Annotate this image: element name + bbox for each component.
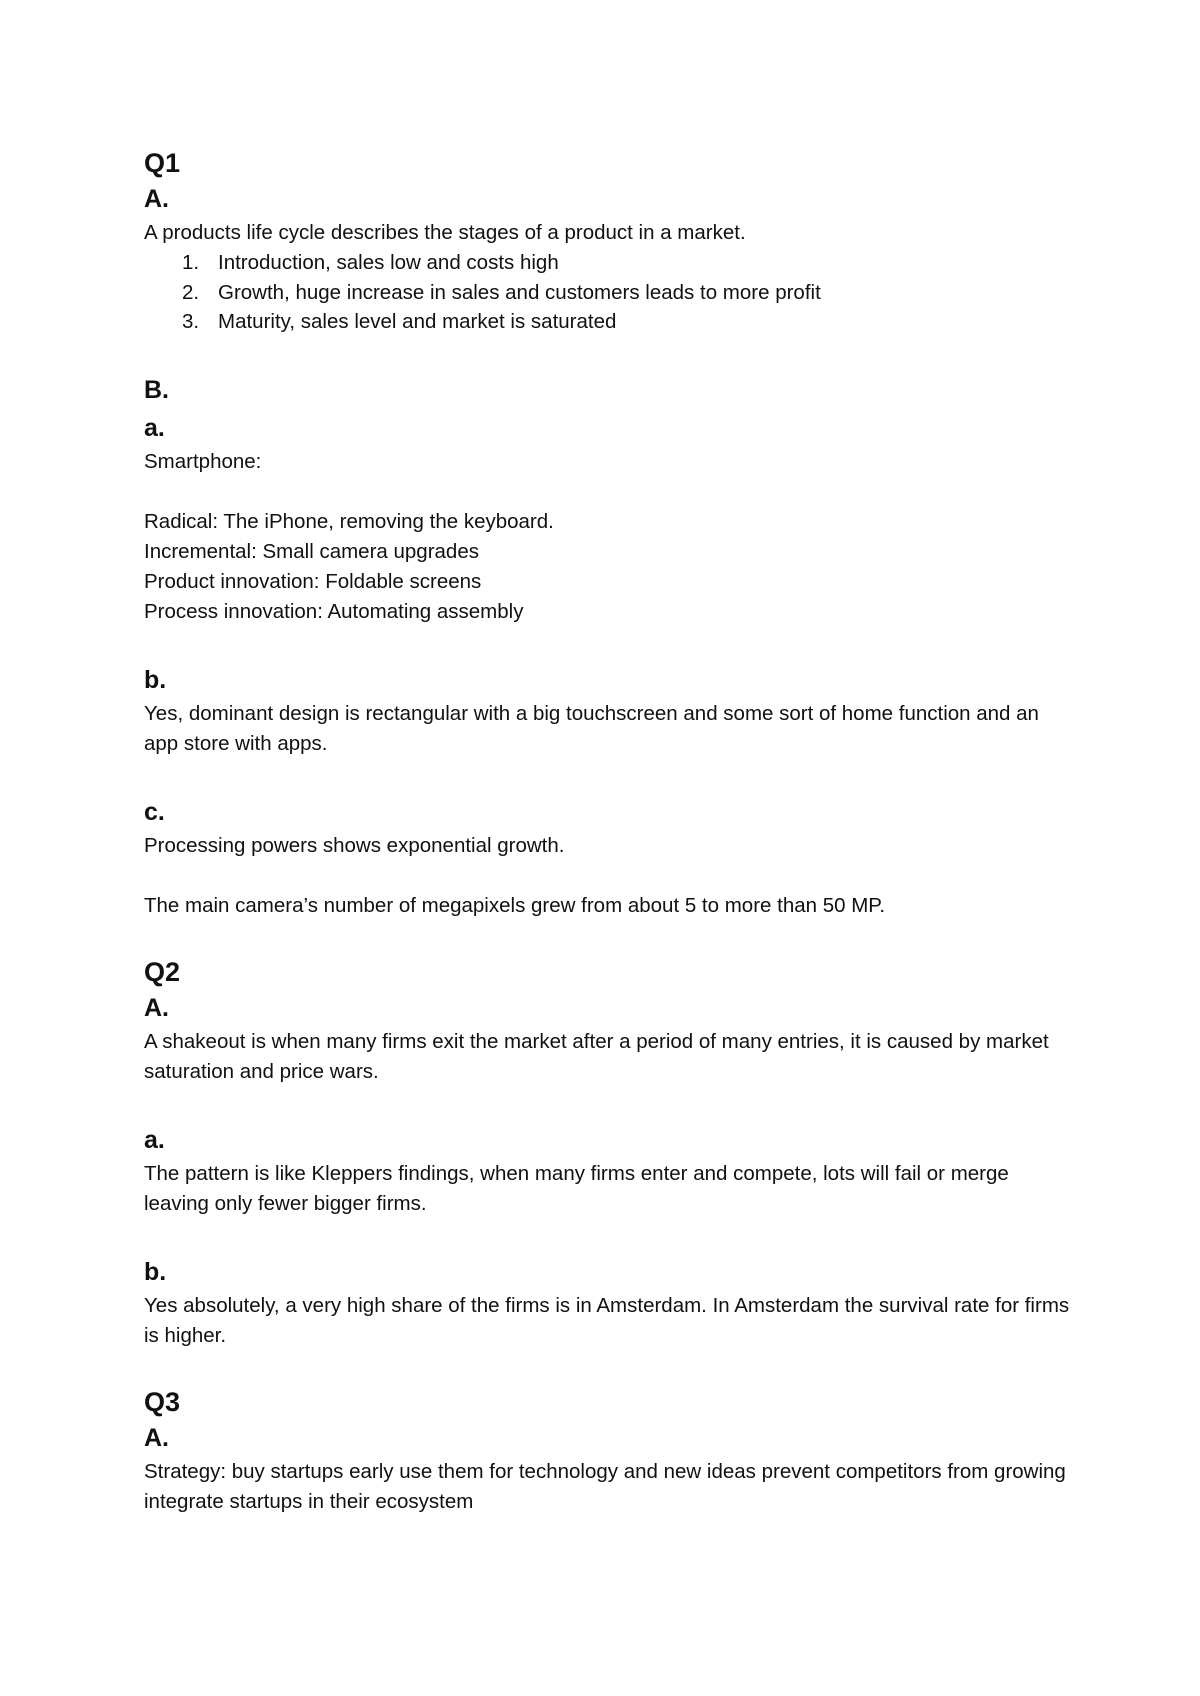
q2-sub-b-text: Yes absolutely, a very high share of the firms is in Amsterdam. In Amsterdam the survival rate for firms is higher. <box>144 1293 1070 1347</box>
list-text: Introduction, sales low and costs high <box>218 251 559 274</box>
q2-sub-a-text: The pattern is like Kleppers findings, when many firms enter and compete, lots will fail or merge leaving only fewer bigger firms. <box>144 1161 1009 1215</box>
innovation-line: Radical: The iPhone, removing the keyboard. <box>144 509 554 533</box>
q2-heading: Q2 <box>144 956 181 987</box>
q1-b-a-subject: Smartphone: <box>144 449 262 473</box>
q1-b-label: B. <box>144 375 169 404</box>
q1-b-b-text: Yes, dominant design is rectangular with a big touchscreen and some sort of home function and an app store with apps. <box>144 701 1039 755</box>
q3-a-text: Strategy: buy startups early use them for technology and new ideas prevent competitors from growing integrate startups in their ecosystem <box>144 1459 1066 1513</box>
q2-a-text: A shakeout is when many firms exit the market after a period of many entries, it is caused by market saturation and price wars. <box>144 1029 1049 1083</box>
list-item <box>144 248 1074 278</box>
innovation-line: Incremental: Small camera upgrades <box>144 539 479 563</box>
q2-sub-a-label: a. <box>144 1125 165 1154</box>
q1-b-c-text2: The main camera’s number of megapixels grew from about 5 to more than 50 MP. <box>144 893 886 917</box>
q1-a-label: A. <box>144 185 169 213</box>
list-item <box>144 307 1074 337</box>
lifecycle-stages-list <box>144 248 1074 337</box>
q3-heading: Q3 <box>144 1386 181 1417</box>
list-item <box>144 278 1074 308</box>
list-text: Maturity, sales level and market is saturated <box>218 310 617 333</box>
q1-heading: Q1 <box>144 148 181 178</box>
q1-b-a-label: a. <box>144 413 165 442</box>
q3-a-label: A. <box>144 1423 169 1452</box>
q1-a-intro: A products life cycle describes the stages of a product in a market. <box>144 221 746 244</box>
q2-sub-b-label: b. <box>144 1257 167 1286</box>
list-number: 3. <box>182 310 200 333</box>
q1-b-b-label: b. <box>144 665 167 694</box>
q1-b-c-label: c. <box>144 797 165 826</box>
innovation-line: Process innovation: Automating assembly <box>144 599 524 623</box>
innovation-line: Product innovation: Foldable screens <box>144 569 482 593</box>
list-number: 1. <box>182 251 200 274</box>
q2-a-label: A. <box>144 993 169 1022</box>
q1-b-c-text1: Processing powers shows exponential growth. <box>144 833 565 857</box>
document-page <box>144 146 1074 1517</box>
list-text: Growth, huge increase in sales and customers leads to more profit <box>218 280 821 304</box>
list-number: 2. <box>182 280 200 304</box>
